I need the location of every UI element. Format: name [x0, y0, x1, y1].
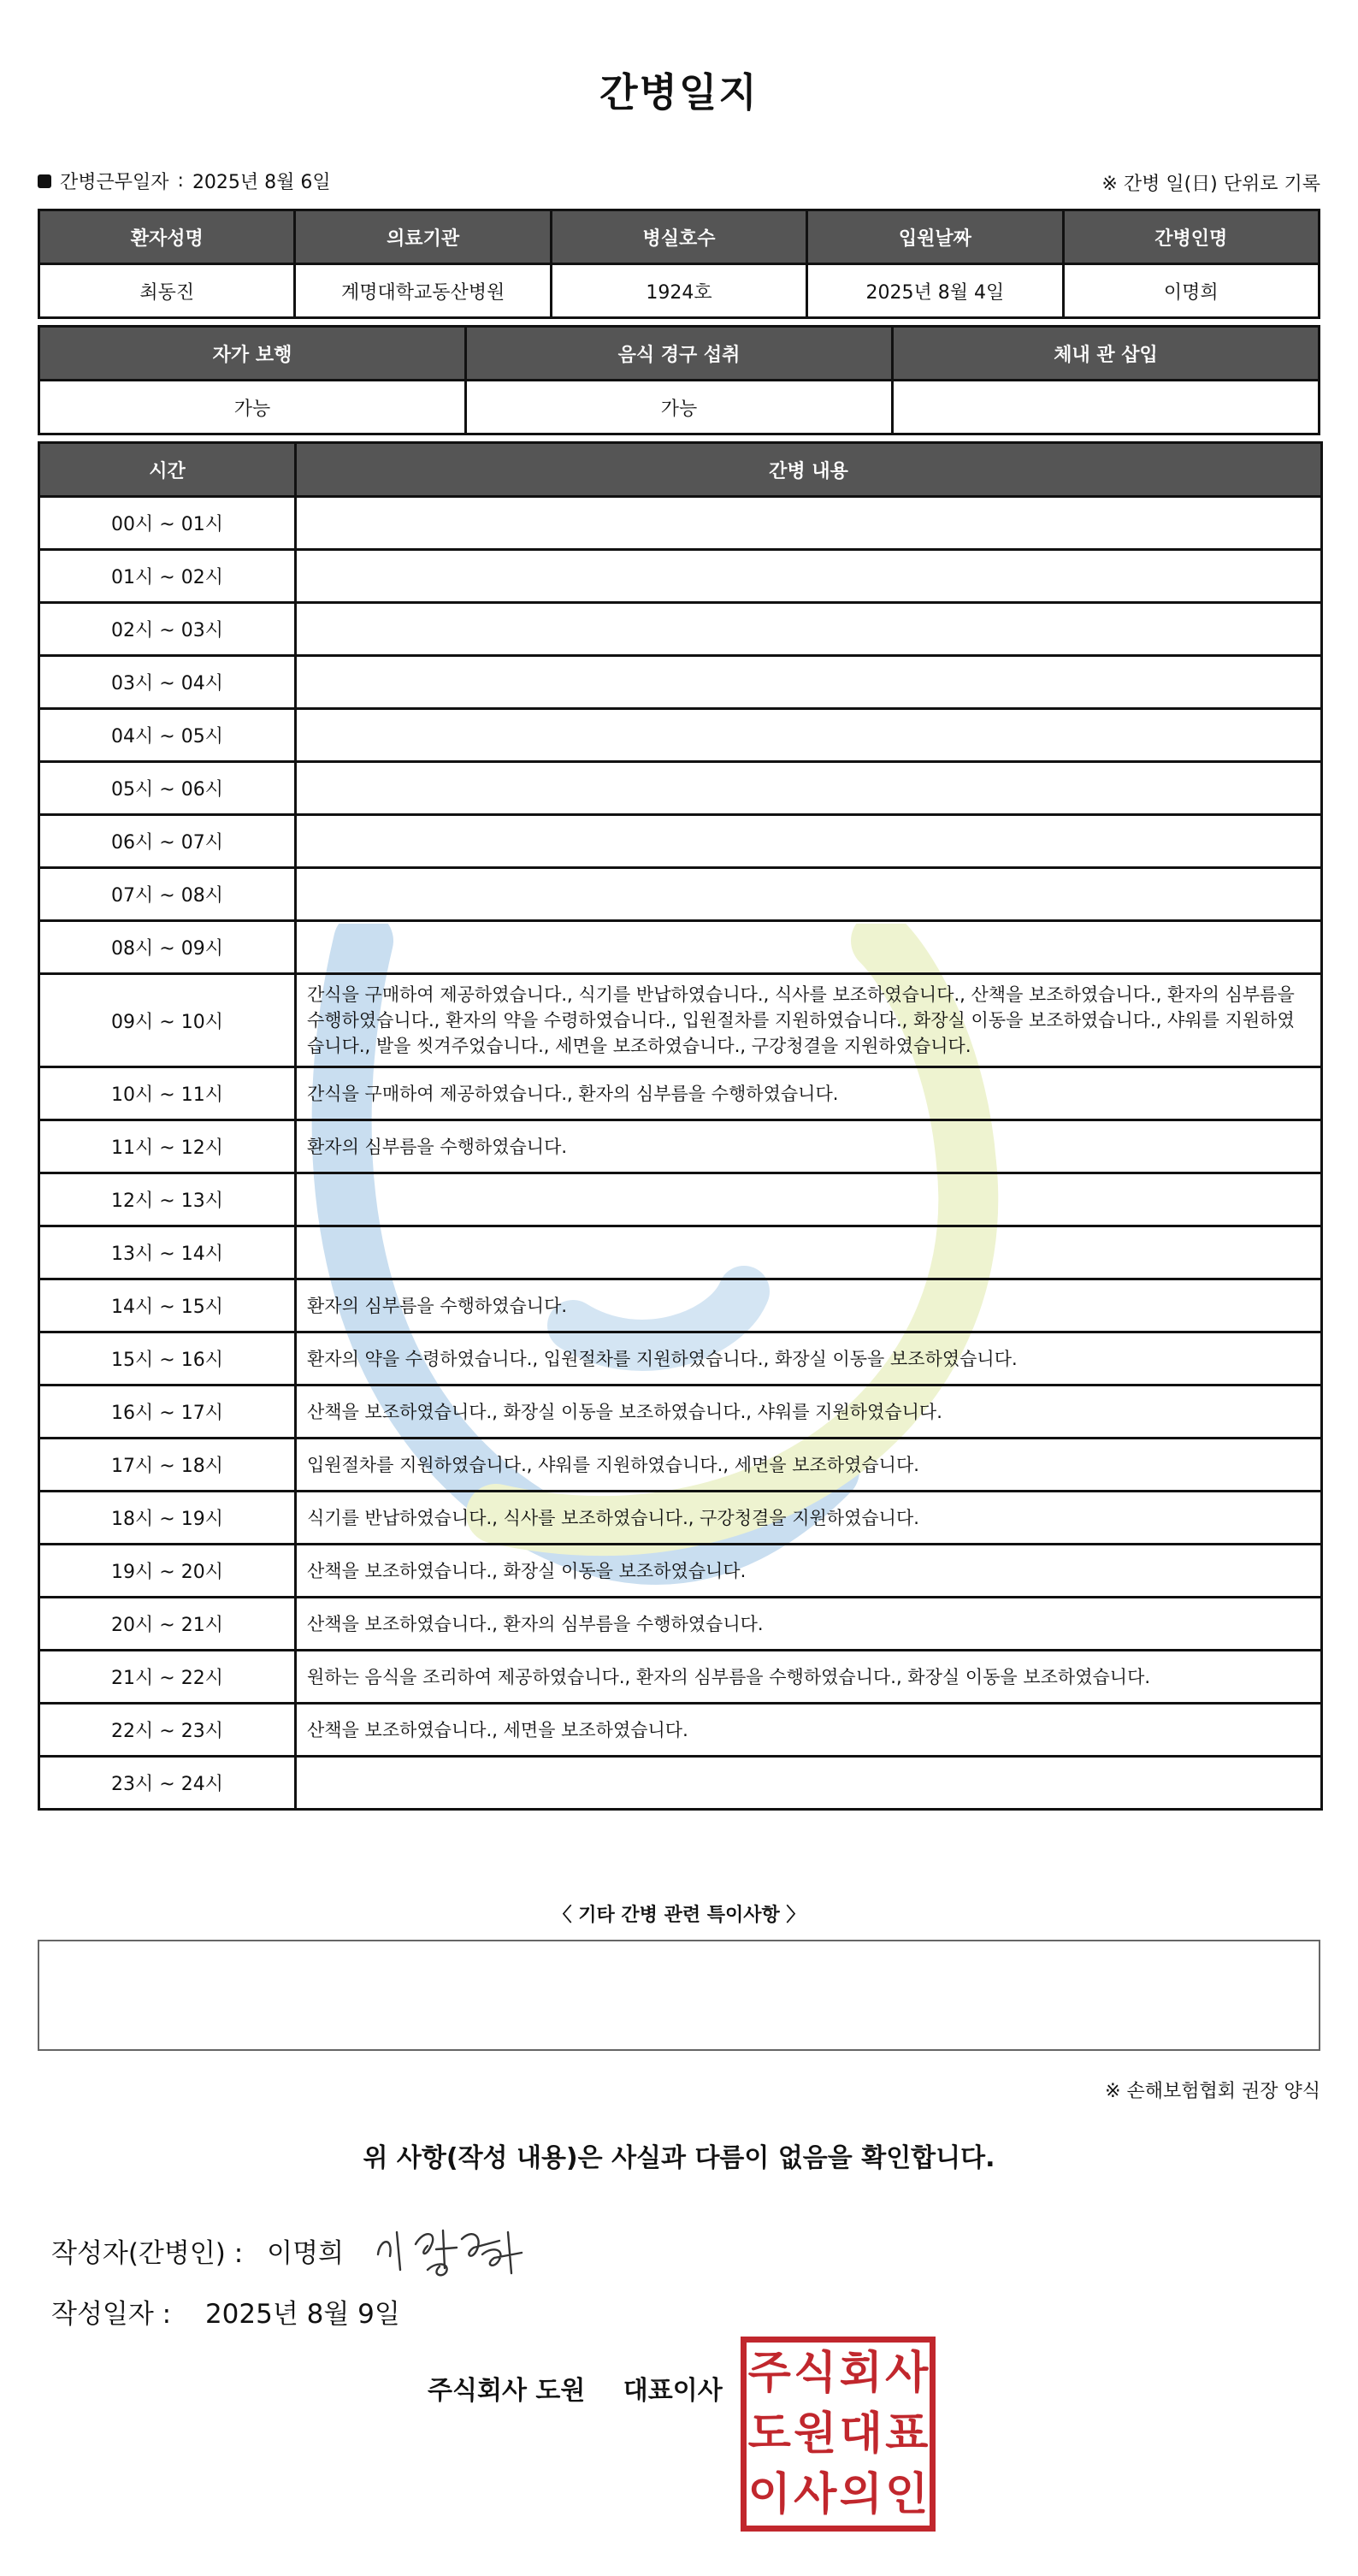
patient-status-table: [38, 325, 1320, 435]
care-log-time: 14시 ~ 15시: [39, 1279, 296, 1332]
care-log-header-row: [39, 443, 1322, 497]
care-log-time: 22시 ~ 23시: [39, 1704, 296, 1757]
care-log-row: [39, 1226, 1322, 1279]
seal-character: 도: [747, 2408, 791, 2460]
care-log-time: 20시 ~ 21시: [39, 1598, 296, 1651]
tube-insertion-value: [893, 381, 1320, 434]
care-log-row: [39, 1385, 1322, 1439]
header-caregiver-name: 간병인명: [1063, 210, 1319, 264]
care-log-time: 04시 ~ 05시: [39, 709, 296, 762]
care-log-row: [39, 762, 1322, 815]
caregiver-name: 이명희: [1063, 264, 1319, 318]
seal-character: 인: [885, 2469, 929, 2521]
care-log-content: 식기를 반납하였습니다., 식사를 보조하였습니다., 구강청결을 지원하였습니다.: [296, 1492, 1322, 1545]
special-notes-label: 〈 기타 간병 관련 특이사항 〉: [552, 1905, 806, 1926]
patient-name: 최동진: [39, 264, 295, 318]
form-note: ※ 손해보험협회 권장 양식: [1105, 2081, 1320, 2102]
care-log-row: [39, 603, 1322, 656]
care-log-time: 16시 ~ 17시: [39, 1385, 296, 1439]
care-log-content: 환자의 약을 수령하였습니다., 입원절차를 지원하였습니다., 화장실 이동을 보조하였습니다.: [296, 1332, 1322, 1385]
care-log-content: [296, 815, 1322, 868]
care-log-time: 19시 ~ 20시: [39, 1545, 296, 1598]
care-log-time: 23시 ~ 24시: [39, 1757, 296, 1810]
writer-name: 이명희: [267, 2237, 345, 2269]
care-log-row: [39, 1492, 1322, 1545]
patient-info-header-row: [39, 210, 1320, 264]
care-log-row: [39, 709, 1322, 762]
care-log-content: [296, 1173, 1322, 1226]
care-log-row: [39, 815, 1322, 868]
writer-line: [51, 2220, 534, 2280]
care-log-row: [39, 921, 1322, 974]
care-log-content: 입원절차를 지원하였습니다., 샤워를 지원하였습니다., 세면을 보조하였습니다.: [296, 1439, 1322, 1492]
work-date-label: 간병근무일자: [60, 172, 169, 193]
header-time: 시간: [39, 443, 296, 497]
patient-info-table: [38, 209, 1320, 319]
care-log-time: 06시 ~ 07시: [39, 815, 296, 868]
care-log-row: [39, 868, 1322, 921]
care-log-content: [296, 656, 1322, 709]
seal-character: 식: [794, 2347, 837, 2399]
oral-intake-value: 가능: [466, 381, 893, 434]
header-hospital: 의료기관: [295, 210, 551, 264]
care-log-content: [296, 550, 1322, 603]
seal-character: 사: [885, 2347, 929, 2399]
care-log-row: [39, 1757, 1322, 1810]
care-log-row: [39, 974, 1322, 1067]
special-notes-box: [38, 1940, 1320, 2051]
care-log-content: 산책을 보조하였습니다., 화장실 이동을 보조하였습니다.: [296, 1545, 1322, 1598]
care-log-content: 간식을 구매하여 제공하였습니다., 환자의 심부름을 수행하였습니다.: [296, 1067, 1322, 1120]
care-log-time: 10시 ~ 11시: [39, 1067, 296, 1120]
care-log-body: [39, 497, 1322, 1810]
header-oral-intake: 음식 경구 섭취: [466, 327, 893, 381]
header-room: 병실호수: [551, 210, 806, 264]
care-log-content: 산책을 보조하였습니다., 환자의 심부름을 수행하였습니다.: [296, 1598, 1322, 1651]
care-log-row: [39, 1651, 1322, 1704]
care-log-time: 17시 ~ 18시: [39, 1439, 296, 1492]
care-log-time: 07시 ~ 08시: [39, 868, 296, 921]
care-log-content: [296, 921, 1322, 974]
header-self-walking: 자가 보행: [39, 327, 466, 381]
care-log-row: [39, 1120, 1322, 1173]
work-date-line: [38, 168, 331, 194]
header-admission-date: 입원날짜: [807, 210, 1063, 264]
care-log-table: [38, 441, 1323, 1811]
care-log-row: [39, 1067, 1322, 1120]
care-log-time: 11시 ~ 12시: [39, 1120, 296, 1173]
care-log-row: [39, 1332, 1322, 1385]
care-log-content: [296, 1226, 1322, 1279]
square-bullet-icon: [38, 174, 51, 188]
care-log-content: 환자의 심부름을 수행하였습니다.: [296, 1279, 1322, 1332]
care-log-time: 15시 ~ 16시: [39, 1332, 296, 1385]
unit-note: ※ 간병 일(日) 단위로 기록: [1101, 174, 1320, 195]
handwritten-signature: [371, 2220, 534, 2280]
care-log-row: [39, 1704, 1322, 1757]
writer-label: 작성자(간병인) :: [51, 2237, 244, 2269]
self-walking-value: 가능: [39, 381, 466, 434]
care-log-row: [39, 1545, 1322, 1598]
care-log-content: [296, 603, 1322, 656]
care-log-time: 00시 ~ 01시: [39, 497, 296, 550]
care-log-time: 13시 ~ 14시: [39, 1226, 296, 1279]
patient-status-value-row: [39, 381, 1320, 434]
work-date-separator: :: [177, 170, 184, 192]
care-log-content: [296, 1757, 1322, 1810]
care-log-content: [296, 709, 1322, 762]
room-number: 1924호: [551, 264, 806, 318]
care-log-row: [39, 550, 1322, 603]
admission-date: 2025년 8월 4일: [807, 264, 1063, 318]
company-seal: [741, 2337, 936, 2532]
seal-character: 표: [885, 2408, 929, 2460]
seal-character: 주: [747, 2347, 791, 2399]
patient-info-value-row: [39, 264, 1320, 318]
written-date-value: 2025년 8월 9일: [204, 2299, 400, 2330]
header-care-content: 간병 내용: [296, 443, 1322, 497]
care-log-content: [296, 868, 1322, 921]
care-log-content: [296, 762, 1322, 815]
care-log-time: 18시 ~ 19시: [39, 1492, 296, 1545]
work-date-value: 2025년 8월 6일: [192, 172, 331, 193]
care-log-content: 산책을 보조하였습니다., 화장실 이동을 보조하였습니다., 샤워를 지원하였습니다.: [296, 1385, 1322, 1439]
care-log-row: [39, 1439, 1322, 1492]
representative-title: 대표이사: [623, 2376, 723, 2406]
care-log-content: 환자의 심부름을 수행하였습니다.: [296, 1120, 1322, 1173]
company-name: 주식회사 도원: [428, 2376, 586, 2406]
care-log-time: 08시 ~ 09시: [39, 921, 296, 974]
seal-character: 대: [839, 2408, 883, 2460]
confirmation-statement: 위 사항(작성 내용)은 사실과 다름이 없음을 확인합니다.: [363, 2143, 995, 2173]
care-log-content: 산책을 보조하였습니다., 세면을 보조하였습니다.: [296, 1704, 1322, 1757]
care-log-row: [39, 1279, 1322, 1332]
seal-characters: [747, 2343, 930, 2526]
seal-character: 원: [794, 2408, 837, 2460]
seal-character: 사: [794, 2469, 837, 2521]
seal-character: 의: [839, 2469, 883, 2521]
header-tube-insertion: 체내 관 삽입: [893, 327, 1320, 381]
company-line: [428, 2369, 723, 2407]
care-log-time: 09시 ~ 10시: [39, 974, 296, 1067]
care-log-row: [39, 1173, 1322, 1226]
care-log-content: [296, 497, 1322, 550]
care-log-time: 03시 ~ 04시: [39, 656, 296, 709]
care-log-time: 05시 ~ 06시: [39, 762, 296, 815]
document-title: 간병일지: [599, 69, 759, 115]
care-log-row: [39, 1598, 1322, 1651]
care-log-row: [39, 497, 1322, 550]
patient-status-header-row: [39, 327, 1320, 381]
care-log-content: 원하는 음식을 조리하여 제공하였습니다., 환자의 심부름을 수행하였습니다., 화장실 이동을 보조하였습니다.: [296, 1651, 1322, 1704]
care-log-row: [39, 656, 1322, 709]
written-date-label: 작성일자 :: [51, 2299, 172, 2330]
hospital-name: 계명대학교동산병원: [295, 264, 551, 318]
care-log-content: 간식을 구매하여 제공하였습니다., 식기를 반납하였습니다., 식사를 보조하였습니다., 산책을 보조하였습니다., 환자의 심부름을 수행하였습니다., 환자의 약을 수령하였습니다., 입원절차를 지원하였습니다., 화장실 이동을 보조하였습니다., 샤워를 지원하였습니다., 발을 씻겨주었습니다., 세면을 보조하였습니다., 구강청결을 지원하였습니다.: [296, 974, 1322, 1067]
care-log-time: 12시 ~ 13시: [39, 1173, 296, 1226]
header-patient-name: 환자성명: [39, 210, 295, 264]
written-date-line: [51, 2292, 400, 2331]
seal-character: 회: [839, 2347, 883, 2399]
care-log-time: 02시 ~ 03시: [39, 603, 296, 656]
care-log-time: 01시 ~ 02시: [39, 550, 296, 603]
seal-character: 이: [747, 2469, 791, 2521]
care-log-time: 21시 ~ 22시: [39, 1651, 296, 1704]
